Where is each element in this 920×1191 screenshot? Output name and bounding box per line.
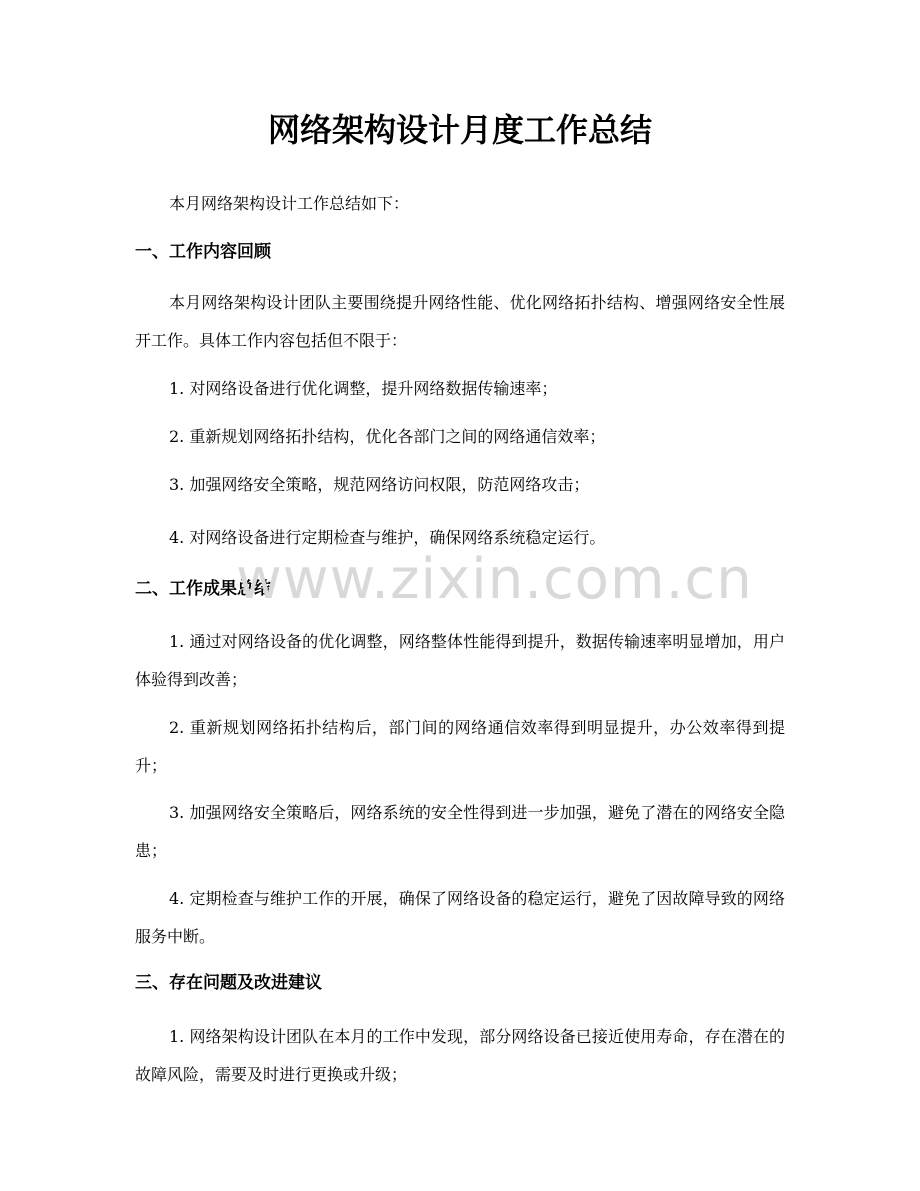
document-title: 网络架构设计月度工作总结 [267, 111, 652, 149]
intro-paragraph: 本月网络架构设计工作总结如下： [169, 194, 410, 213]
list-item: 2. 重新规划网络拓扑结构，优化各部门之间的网络通信效率； [169, 427, 606, 446]
section-heading-review: 一、工作内容回顾 [135, 242, 271, 262]
section-intro-paragraph: 本月网络架构设计团队主要围绕提升网络性能、优化网络拓扑结构、增强网络安全性展开工作。具体工作内容包括但不限于： [135, 293, 785, 350]
list-item: 1. 对网络设备进行优化调整，提升网络数据传输速率； [169, 379, 558, 398]
list-item: 4. 定期检查与维护工作的开展，确保了网络设备的稳定运行，避免了因故障导致的网络服务中断。 [135, 889, 785, 946]
list-item: 1. 网络架构设计团队在本月的工作中发现，部分网络设备已接近使用寿命，存在潜在的故障风险，需要及时进行更换或升级； [135, 1027, 785, 1084]
list-item: 4. 对网络设备进行定期检查与维护，确保网络系统稳定运行。 [169, 528, 606, 547]
section-heading-issues: 三、存在问题及改进建议 [135, 973, 322, 993]
list-item: 2. 重新规划网络拓扑结构后，部门间的网络通信效率得到明显提升，办公效率得到提升； [135, 718, 785, 775]
list-item: 3. 加强网络安全策略后，网络系统的安全性得到进一步加强，避免了潜在的网络安全隐患； [135, 803, 785, 860]
watermark-text: www.zixin.com.cn [236, 547, 753, 612]
list-item: 3. 加强网络安全策略，规范网络访问权限，防范网络攻击； [169, 475, 590, 494]
section-heading-results: 二、工作成果总结 [135, 579, 271, 599]
list-item: 1. 通过对网络设备的优化调整，网络整体性能得到提升，数据传输速率明显增加，用户体验得到改善； [135, 632, 785, 689]
